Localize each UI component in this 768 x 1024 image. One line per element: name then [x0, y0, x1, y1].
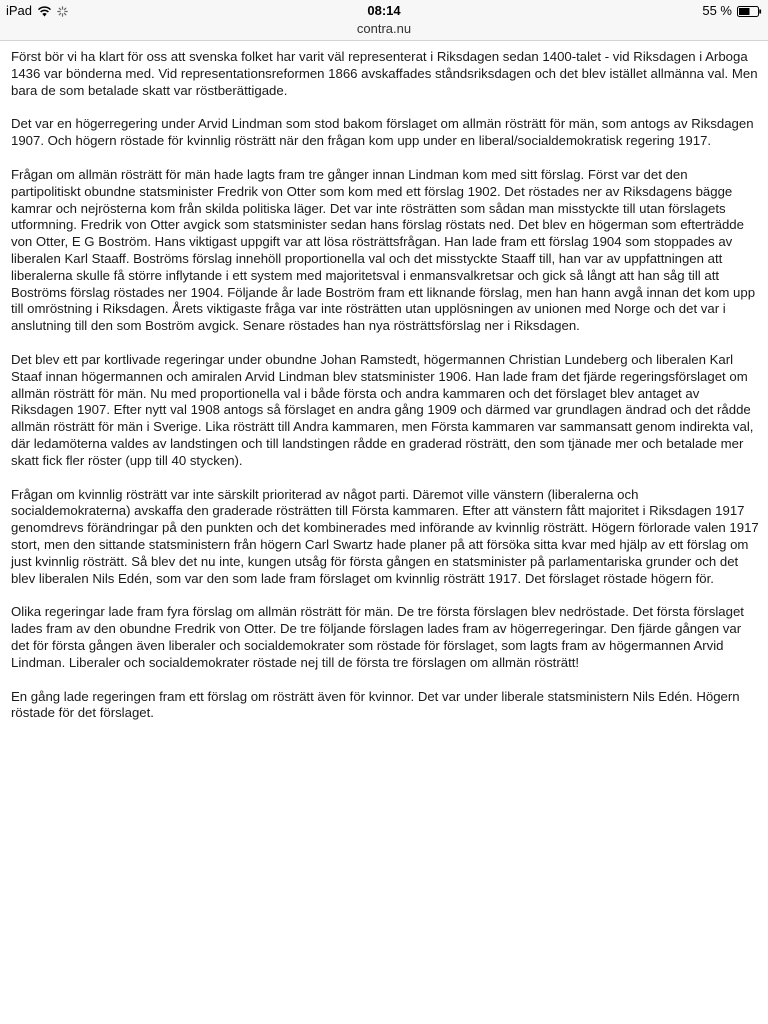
device-label: iPad	[6, 3, 33, 18]
article-paragraph: En gång lade regeringen fram ett förslag om rösträtt även för kvinnor. Det var under liberale statsministern Nils Edén. Högern röstade för det förslaget.	[11, 688, 740, 721]
article-paragraph: Först bör vi ha klart för oss att svenska folket har varit väl representerat i Riksdagen sedan 1400-talet - vid Riksdagen i Arboga 1436 var bönderna med. Vid representationsreformen 1866 avskaffades ståndsriksdagen och det blev istället allmänna val. Men bara de som betalade skatt var röstberättigade.	[11, 49, 758, 98]
status-right	[702, 3, 762, 18]
battery-icon	[737, 5, 762, 16]
status-bar	[0, 0, 768, 20]
address-bar[interactable]	[0, 20, 768, 41]
url-text[interactable]: contra.nu	[356, 21, 412, 36]
article-paragraph: Olika regeringar lade fram fyra förslag om allmän rösträtt för män. De tre första förslagen blev nedröstade. Det första förslaget lades fram av den obundne Fredrik von Otter. De tre följande förslagen lades fram av högerregeringar. Den fjärde gången var det för första gången även liberaler och socialdemokrater som röstade för förslaget, som lagts fram av högermannen Arvid Lindman. Liberaler och socialdemokrater röstade nej till de första tre förslagen om allmän rösträtt!	[11, 604, 744, 670]
article-paragraph: Frågan om kvinnlig rösträtt var inte särskilt prioriterad av något parti. Däremot ville vänstern (liberalerna och socialdemokraterna) avskaffa den graderade rösträtten till Första kammaren. Efter att vänstern fått majoritet i Riksdagen 1917 genomdrevs förändringar på den punkten och det kombinerades med införande av kvinnlig rösträtt. Högern förlorade valen 1917 stort, men den sittande statsministern från högern Carl Swartz hade planer på att försöka sitta kvar med hjälp av ett förslag om just kvinnlig rösträtt. Så blev det nu inte, kungen utsåg för första gången en statsminister på parlamentariska grunder och det blev liberalen Nils Edén, som var den som lade fram förslaget om kvinnlig rösträtt 1917. Det förslaget röstade högern för.	[11, 486, 759, 586]
battery-percent: 55 %	[702, 3, 732, 18]
article-content	[11, 49, 759, 739]
article-paragraph: Det var en högerregering under Arvid Lindman som stod bakom förslaget om allmän rösträtt för män, som antogs av Riksdagen 1907. Och högern röstade för kvinnlig rösträtt när den frågan kom upp under en liberal/socialdemokratisk regering 1917.	[11, 116, 754, 149]
article-paragraph: Det blev ett par kortlivade regeringar under obundne Johan Ramstedt, högermannen Christian Lundeberg och liberalen Karl Staaf innan högermannen och amiralen Arvid Lindman blev statsminister 1906. Han lade fram det fjärde regeringsförslaget om allmän rösträtt för män. Nu med proportionella val i både första och andra kammaren och det förslaget blev antaget av Riksdagen 1907. Efter nytt val 1908 antogs så förslaget en andra gång 1909 och därmed var grundlagen ändrad och det rådde allmän rösträtt för män i Sverige. Lika rösträtt till Andra kammaren, men Första kammaren var sammansatt genom indirekta val, där ledamöterna valdes av landstingen och till landstingen rådde en graderad rösträtt, den som tjänade mer och betalade mer skatt fick fler röster (upp till 40 stycken).	[11, 351, 754, 468]
status-time: 08:14	[367, 3, 401, 18]
article-paragraph: Frågan om allmän rösträtt för män hade lagts fram tre gånger innan Lindman kom med sitt förslag. Först var det den partipolitiskt obundne statsminister Fredrik von Otter som kom med ett förslag 1902. Det röstades ner av Riksdagens bägge kamrar och nejrösterna kom från skilda politiska läger. Det var inte rösträtten som sådan man misstyckte till utan förslagets utformning. Fredrik von Otter avgick som statsminister sedan hans förslag röstats ned. Det blev en högerman som efterträdde von Otter, E G Boström. Hans viktigast uppgift var att lösa rösträttsfrågan. Han lade fram ett förslag 1904 som stoppades av liberalen Karl Staaff. Boströms förslag innehöll proportionella val och det misstyckte Staaff till, han var av uppfattningen att liberalerna skulle få större inflytande i ett system med majoritetsval i enmansvalkretsar och gick så långt att han såg till att Boströms förslag röstades ner 1904. Följande år lade Boström fram ett liknande förslag, men han hann avgå innan det kom upp till omröstning i Riksdagen. Årets viktigaste fråga var inte rösträtten utan upplösningen av unionen med Norge och det var i anslutning till den som Boström avgick. Senare röstades han nya rösträttsförslag ner i Riksdagen.	[11, 166, 756, 334]
